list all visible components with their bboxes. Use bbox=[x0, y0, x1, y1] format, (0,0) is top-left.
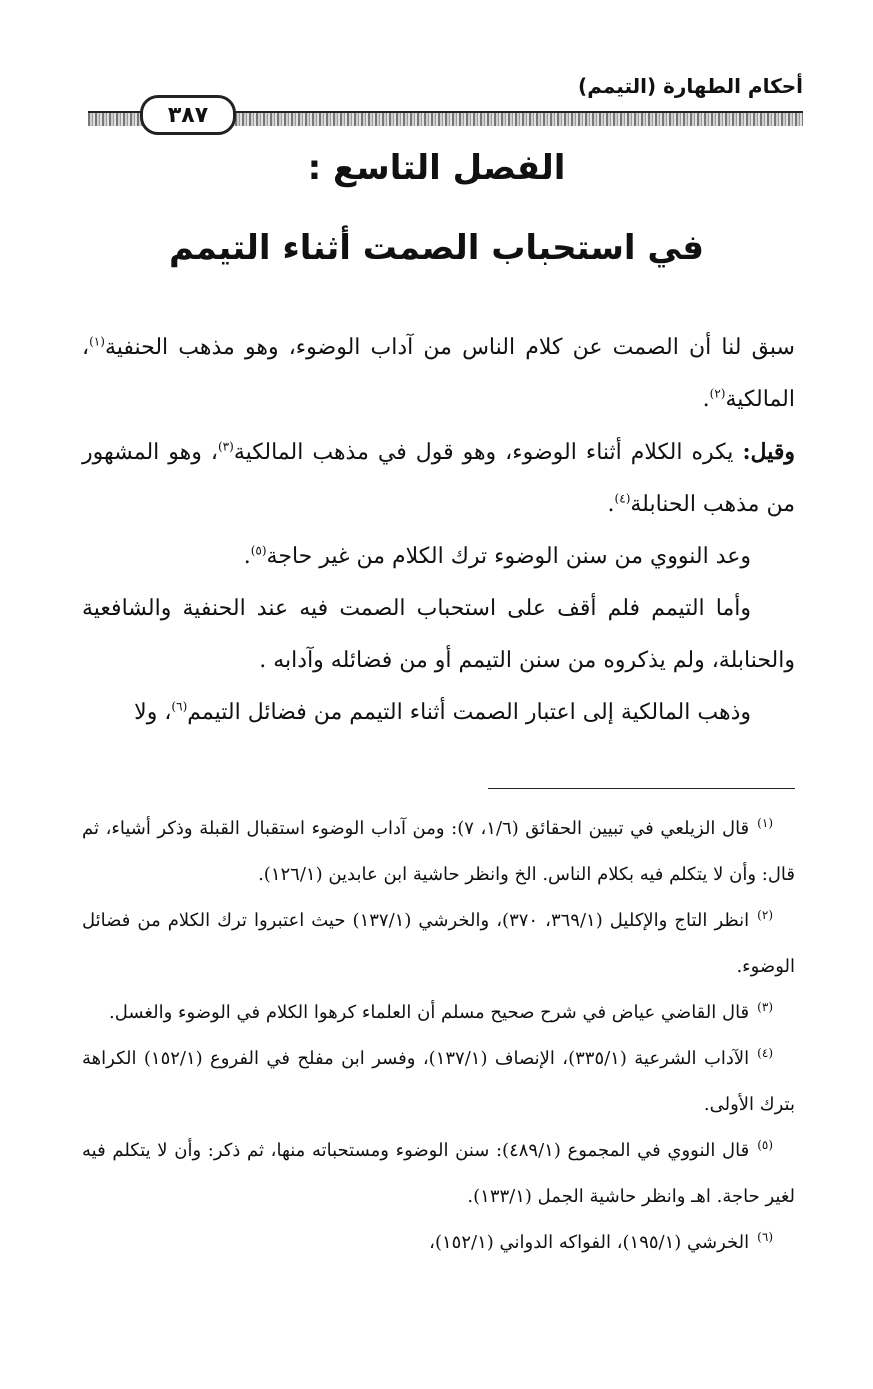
paragraph-text: يكره الكلام أثناء الوضوء، وهو قول في مذهب المالكية bbox=[233, 440, 743, 465]
paragraph-text: وذهب المالكية إلى اعتبار الصمت أثناء التيمم من فضائل التيمم bbox=[187, 700, 751, 725]
paragraph-4: وأما التيمم فلم أقف على استحباب الصمت فيه عند الحنفية والشافعية والحنابلة، ولم يذكروه من سنن التيمم أو من فضائله وآدابه . bbox=[82, 596, 795, 673]
paragraph-5 bbox=[82, 687, 795, 739]
footnote-number: (٦) bbox=[757, 1230, 773, 1244]
footnote-number: (٣) bbox=[757, 1000, 773, 1014]
footnote-ref: (٦) bbox=[171, 699, 188, 714]
footnotes bbox=[82, 806, 795, 1266]
footnote-number: (٢) bbox=[757, 908, 773, 922]
paragraph-text: ، وهو المشهور من مذهب الحنابلة bbox=[82, 440, 795, 517]
footnote-ref: (١) bbox=[89, 334, 105, 349]
footnote-1 bbox=[82, 806, 795, 898]
paragraph-text: . bbox=[243, 544, 251, 569]
footnote-separator bbox=[488, 788, 795, 789]
footnote-2 bbox=[82, 898, 795, 990]
footnote-text: الخرشي (١٩٥/١)، الفواكه الدواني (١٥٢/١)، bbox=[429, 1232, 750, 1253]
paragraph-3 bbox=[82, 531, 795, 583]
footnote-3 bbox=[82, 990, 795, 1036]
footnote-ref: (٤) bbox=[614, 491, 631, 506]
footnote-ref: (٣) bbox=[217, 439, 234, 454]
footnote-number: (١) bbox=[757, 816, 773, 830]
footnote-text: قال الزيلعي في تبيين الحقائق (١/٦، ٧): ومن آداب الوضوء استقبال القبلة وذكر أشياء، ثم قال: وأن لا يتكلم فيه بكلام الناس. الخ وانظر حاشية ابن عابدين (١٢٦/١). bbox=[82, 818, 795, 885]
footnote-ref: (٥) bbox=[250, 543, 267, 558]
chapter-label: الفصل التاسع : bbox=[307, 148, 566, 188]
footnote-number: (٥) bbox=[757, 1138, 774, 1152]
paragraph-text: . bbox=[702, 387, 710, 412]
chapter-title: في استحباب الصمت أثناء التيمم bbox=[168, 228, 705, 268]
paragraph-1 bbox=[82, 322, 795, 426]
paragraph-text: سبق لنا أن الصمت عن كلام الناس من آداب الوضوء، وهو مذهب الحنفية bbox=[104, 335, 795, 360]
footnote-number: (٤) bbox=[757, 1046, 773, 1060]
footnote-text: قال النووي في المجموع (٤٨٩/١): سنن الوضوء ومستحباته منها، ثم ذكر: وأن لا يتكلم فيه لغير حاجة. اهـ وانظر حاشية الجمل (١٣٣/١). bbox=[82, 1140, 795, 1207]
paragraph-text: وعد النووي من سنن الوضوء ترك الكلام من غير حاجة bbox=[266, 544, 751, 569]
paragraph-text: ، ولا bbox=[134, 700, 172, 725]
running-title: أحكام الطهارة (التيمم) bbox=[578, 74, 803, 98]
footnote-6 bbox=[82, 1220, 795, 1266]
paragraph-2 bbox=[82, 426, 795, 531]
paragraph-text: ، المالكية bbox=[82, 335, 795, 412]
page-number: ٣٨٧ bbox=[140, 95, 236, 135]
paragraph-text: . bbox=[607, 492, 615, 517]
footnote-ref: (٢) bbox=[709, 386, 726, 401]
main-text bbox=[82, 322, 795, 739]
footnote-text: قال القاضي عياض في شرح صحيح مسلم أن العلماء كرهوا الكلام في الوضوء والغسل. bbox=[108, 1002, 750, 1023]
bold-lead: وقيل: bbox=[742, 439, 795, 465]
footnote-text: الآداب الشرعية (٣٣٥/١)، الإنصاف (١٣٧/١)، وفسر ابن مفلح في الفروع (١٥٢/١) الكراهة بترك الأولى. bbox=[82, 1048, 795, 1115]
footnote-text: انظر التاج والإكليل (٣٦٩/١، ٣٧٠)، والخرشي (١٣٧/١) حيث اعتبروا ترك الكلام من فضائل الوضوء. bbox=[82, 910, 795, 977]
footnote-4 bbox=[82, 1036, 795, 1128]
footnote-5 bbox=[82, 1128, 795, 1220]
